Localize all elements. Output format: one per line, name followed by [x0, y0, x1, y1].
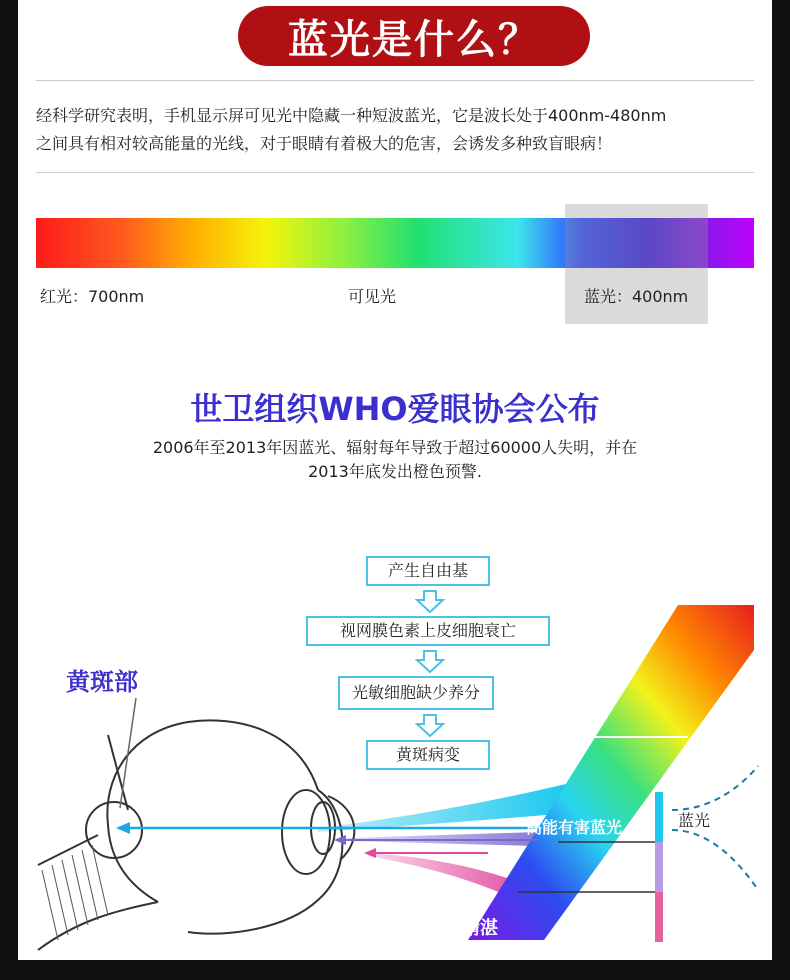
- flow-arrow-2: [415, 650, 445, 674]
- intro-line-2: 之间具有相对较高能量的光线，对于眼睛有着极大的危害，会诱发多种致盲眼病！: [36, 134, 613, 153]
- pink-marker-bar: [655, 892, 663, 942]
- dashed-wave-upper: [672, 766, 758, 810]
- blue-light-arrow-head: [116, 822, 130, 834]
- who-statement: [18, 436, 772, 484]
- who-statement-line-1: 2006年至2013年因蓝光、辐射每年导致于超过60000人失明，并在: [152, 438, 638, 457]
- visible-light-label: 可见光: [348, 287, 397, 306]
- flow-step-photoreceptor-starvation: 光敏细胞缺少养分: [338, 676, 494, 710]
- pink-arrow-head: [364, 848, 376, 858]
- spectrum-band: [468, 605, 754, 940]
- page: [18, 0, 772, 960]
- cyan-marker-bar: [655, 792, 663, 842]
- divider-top: [36, 80, 754, 81]
- purple-arrow-head: [334, 835, 346, 845]
- divider-middle: [36, 172, 754, 173]
- flow-arrow-3: [415, 714, 445, 738]
- who-heading: 世卫组织WHO爱眼协会公布: [190, 390, 600, 428]
- flow-step-free-radicals: 产生自由基: [366, 556, 490, 586]
- intro-paragraph: [36, 102, 772, 158]
- dashed-wave-lower: [672, 830, 758, 890]
- flow-step-rpe-cell-death: 视网膜色素上皮细胞衰亡: [306, 616, 550, 646]
- pink-light-beam: [368, 853, 513, 896]
- blue-light-label: 蓝光：400nm: [584, 287, 689, 306]
- page-title-text: 蓝光是什么？: [288, 16, 540, 63]
- blue-light-side-label: 蓝光: [678, 811, 711, 830]
- intro-line-1: 经科学研究表明，手机显示屏可见光中隐藏一种短波蓝光，它是波长处于400nm-480nm: [36, 106, 667, 125]
- red-light-label: 红光：700nm: [40, 287, 145, 306]
- brand-label: 精湛: [462, 918, 498, 939]
- who-statement-line-2: 2013年底发出橙色预警.: [308, 462, 482, 481]
- flow-step-macular-degeneration: 黄斑病变: [366, 740, 490, 770]
- optic-nerve-hatch: [42, 845, 108, 940]
- flow-arrow-1: [415, 590, 445, 614]
- macula-label: 黄斑部: [66, 668, 138, 696]
- page-title: [238, 6, 590, 66]
- purple-marker-bar: [655, 842, 663, 892]
- harmful-blue-light-label: 高能有害蓝光: [526, 818, 623, 837]
